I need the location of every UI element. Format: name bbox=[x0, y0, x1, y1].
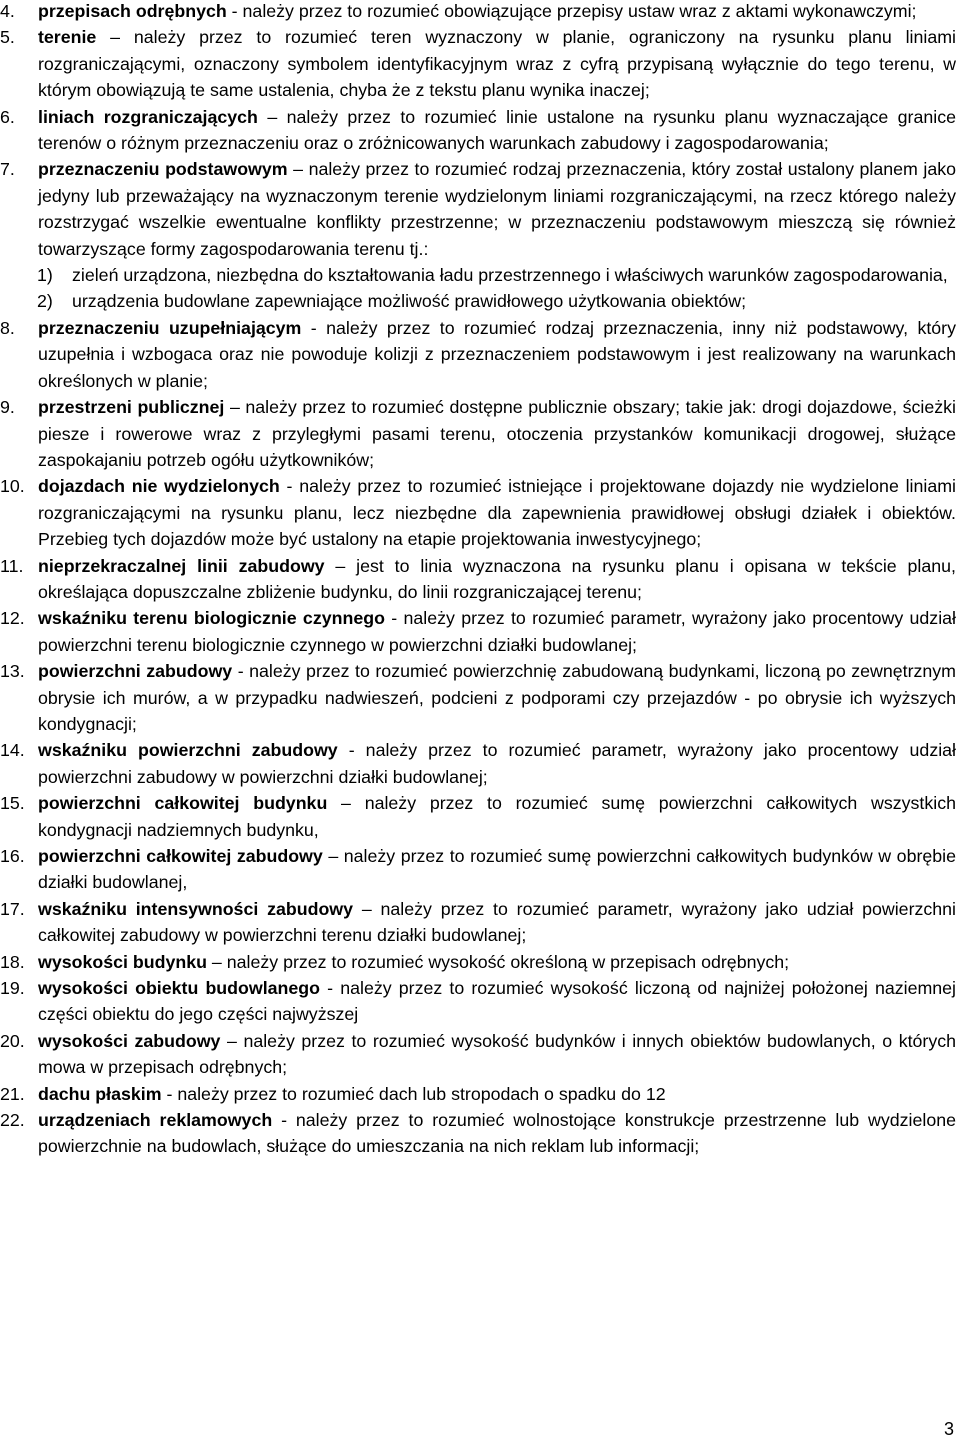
definition-text: - należy przez to rozumieć parametr, wyrażony jako procentowy udział powierzchni terenu biologicznie czynnego w powierzchni działki budowlanej; bbox=[38, 608, 956, 655]
definition-item bbox=[0, 104, 956, 157]
defined-term: wysokości zabudowy bbox=[38, 1030, 221, 1051]
definition-item bbox=[0, 315, 956, 394]
definition-text: – należy przez to rozumieć wysokość określoną w przepisach odrębnych; bbox=[206, 951, 790, 972]
item-number: 9. bbox=[0, 397, 15, 418]
definition-text: - należy przez to rozumieć istniejące i projektowane dojazdy nie wydzielone liniami rozgraniczającymi na rysunku planu, lecz niezbędne dla zapewnienia prawidłowej obsługi działek i obiektów. Przebieg tych dojazdów może być ustalony na etapie projektowania inwestycyjnego; bbox=[38, 476, 956, 550]
defined-term: przeznaczeniu podstawowym bbox=[38, 159, 288, 180]
defined-term: wskaźniku powierzchni zabudowy bbox=[38, 740, 338, 761]
item-number: 22. bbox=[0, 1110, 25, 1131]
defined-term: dojazdach nie wydzielonych bbox=[38, 476, 280, 497]
defined-term: przestrzeni publicznej bbox=[38, 397, 225, 418]
item-number: 14. bbox=[0, 740, 25, 761]
item-number: 18. bbox=[0, 951, 25, 972]
definition-text: – należy przez to rozumieć dostępne publicznie obszary; takie jak: drogi dojazdowe, ścieżki piesze i rowerowe wraz z przyległymi pasami terenu, otoczenia przystanków komunikacji drogowej, służące zaspokajaniu potrzeb ogółu użytkowników; bbox=[38, 397, 956, 470]
definition-item bbox=[0, 394, 956, 473]
definition-text: – należy przez to rozumieć linie ustalone na rysunku planu wyznaczające granice terenów o różnym przeznaczeniu oraz o zróżnicowanych warunkach zabudowy i zagospodarowania; bbox=[38, 106, 956, 154]
sub-item-text: urządzenia budowlane zapewniające możliwość prawidłowego użytkowania obiektów; bbox=[72, 291, 747, 312]
defined-term: terenie bbox=[38, 27, 97, 48]
definition-item bbox=[0, 737, 956, 790]
definition-text: – należy przez to rozumieć parametr, wyrażony jako udział powierzchni całkowitej zabudowy w powierzchni terenu działki budowlanej; bbox=[38, 898, 957, 946]
item-number: 10. bbox=[0, 476, 25, 497]
defined-term: wskaźniku terenu biologicznie czynnego bbox=[38, 608, 385, 629]
item-number: 20. bbox=[0, 1030, 25, 1051]
definition-item bbox=[0, 896, 956, 949]
definition-text: - należy przez to rozumieć parametr, wyrażony jako procentowy udział powierzchni zabudowy w powierzchni działki budowlanej; bbox=[38, 740, 956, 787]
definition-text: – należy przez to rozumieć sumę powierzchni całkowitych budynków w obrębie działki budowlanej, bbox=[38, 846, 956, 893]
item-number: 12. bbox=[0, 608, 25, 629]
defined-term: wysokości obiektu budowlanego bbox=[38, 978, 321, 999]
definition-text: – należy przez to rozumieć teren wyznaczony w planie, ograniczony na rysunku planu liniami rozgraniczającymi, oznaczony symbolem identyfikacyjnym wraz z cyfrą przypisaną wyłącznie do tego terenu, w którym obowiązują te same ustalenia, chyba że z tekstu planu wynika inaczej; bbox=[38, 27, 956, 101]
defined-term: powierzchni całkowitej budynku bbox=[38, 793, 328, 814]
defined-term: przepisach odrębnych bbox=[38, 1, 227, 21]
sub-item bbox=[0, 262, 956, 288]
item-number: 13. bbox=[0, 661, 25, 682]
defined-term: wskaźniku intensywności zabudowy bbox=[38, 898, 354, 919]
definition-item bbox=[0, 975, 956, 1028]
page-number: 3 bbox=[943, 1419, 954, 1439]
definition-item bbox=[0, 1028, 956, 1081]
definition-text: - należy przez to rozumieć wolnostojące konstrukcje przestrzenne lub wydzielone powierzchnie na budowlach, służące do umieszczania na nich reklam lub informacji; bbox=[38, 1110, 956, 1157]
definition-item bbox=[0, 553, 956, 606]
definition-text: – należy przez to rozumieć wysokość budynków i innych obiektów budowlanych, o których mowa w przepisach odrębnych; bbox=[38, 1030, 957, 1078]
defined-term: przeznaczeniu uzupełniającym bbox=[38, 317, 302, 338]
definition-text: – należy przez to rozumieć sumę powierzchni całkowitych wszystkich kondygnacji nadziemnych budynku, bbox=[38, 793, 956, 840]
item-number: 7. bbox=[0, 159, 15, 180]
sub-item bbox=[0, 288, 956, 314]
item-number: 6. bbox=[0, 106, 15, 127]
sub-item-number: 2) bbox=[37, 291, 53, 312]
defined-term: urządzeniach reklamowych bbox=[38, 1110, 273, 1131]
item-number: 4. bbox=[0, 1, 15, 21]
definition-text: - należy przez to rozumieć obowiązujące przepisy ustaw wraz z aktami wykonawczymi; bbox=[226, 1, 917, 21]
definition-text: - należy przez to rozumieć rodzaj przeznaczenia, inny niż podstawowy, który uzupełnia i wzbogaca oraz nie powoduje kolizji z przeznaczeniem podstawowym i jest realizowany na warunkach określonych w planie; bbox=[38, 317, 956, 391]
definition-item bbox=[0, 605, 956, 658]
defined-term: powierzchni całkowitej zabudowy bbox=[38, 846, 323, 866]
defined-term: nieprzekraczalnej linii zabudowy bbox=[38, 555, 325, 576]
definition-item bbox=[0, 473, 956, 552]
definition-text: – jest to linia wyznaczona na rysunku planu i opisana w tekście planu, określająca dopuszczalne zbliżenie budynku, do linii rozgraniczającej terenu; bbox=[38, 555, 956, 602]
item-number: 5. bbox=[0, 27, 15, 48]
sub-item-number: 1) bbox=[37, 265, 53, 286]
definition-item bbox=[0, 156, 956, 262]
defined-term: dachu płaskim bbox=[38, 1083, 162, 1104]
definition-text: - należy przez to rozumieć dach lub stropodach o spadku do 12 bbox=[161, 1083, 666, 1104]
item-number: 16. bbox=[0, 846, 25, 866]
item-number: 19. bbox=[0, 978, 25, 999]
sub-item-text: zieleń urządzona, niezbędna do kształtowania ładu przestrzennego i właściwych warunków zagospodarowania, bbox=[72, 265, 948, 286]
definition-item bbox=[0, 658, 956, 737]
definition-text: - należy przez to rozumieć wysokość liczoną od najniżej położonej naziemnej części obiektu do jego części najwyższej bbox=[38, 978, 957, 1025]
item-number: 17. bbox=[0, 898, 25, 919]
definition-item bbox=[0, 790, 956, 843]
defined-term: liniach rozgraniczających bbox=[38, 106, 258, 127]
definition-text: - należy przez to rozumieć powierzchnię zabudowaną budynkami, liczoną po zewnętrznym obrysie ich murów, a w przypadku nadwieszeń, podcieni z podporami czy przejazdów - po obrysie ich wyższych kondygnacji; bbox=[38, 661, 956, 734]
definition-item bbox=[0, 24, 956, 103]
item-number: 21. bbox=[0, 1083, 25, 1104]
defined-term: wysokości budynku bbox=[38, 951, 207, 972]
definition-item bbox=[0, 1081, 956, 1107]
defined-term: powierzchni zabudowy bbox=[38, 661, 233, 682]
definition-item bbox=[0, 949, 956, 975]
definition-item bbox=[0, 843, 956, 896]
item-number: 15. bbox=[0, 793, 25, 814]
definition-text: – należy przez to rozumieć rodzaj przeznaczenia, który został ustalony planem jako jedyny lub przeważający na wyznaczonym terenie wydzielonym liniami rozgraniczającymi, na rzecz którego należy rozstrzygać wszelkie ewentualne konflikty przestrzenne; w przeznaczeniu podstawowym mieszczą się również towarzyszące formy zagospodarowania terenu tj.: bbox=[38, 159, 956, 259]
definition-item bbox=[0, 1107, 956, 1160]
definition-item bbox=[0, 0, 956, 24]
item-number: 8. bbox=[0, 317, 15, 338]
item-number: 11. bbox=[0, 555, 24, 576]
